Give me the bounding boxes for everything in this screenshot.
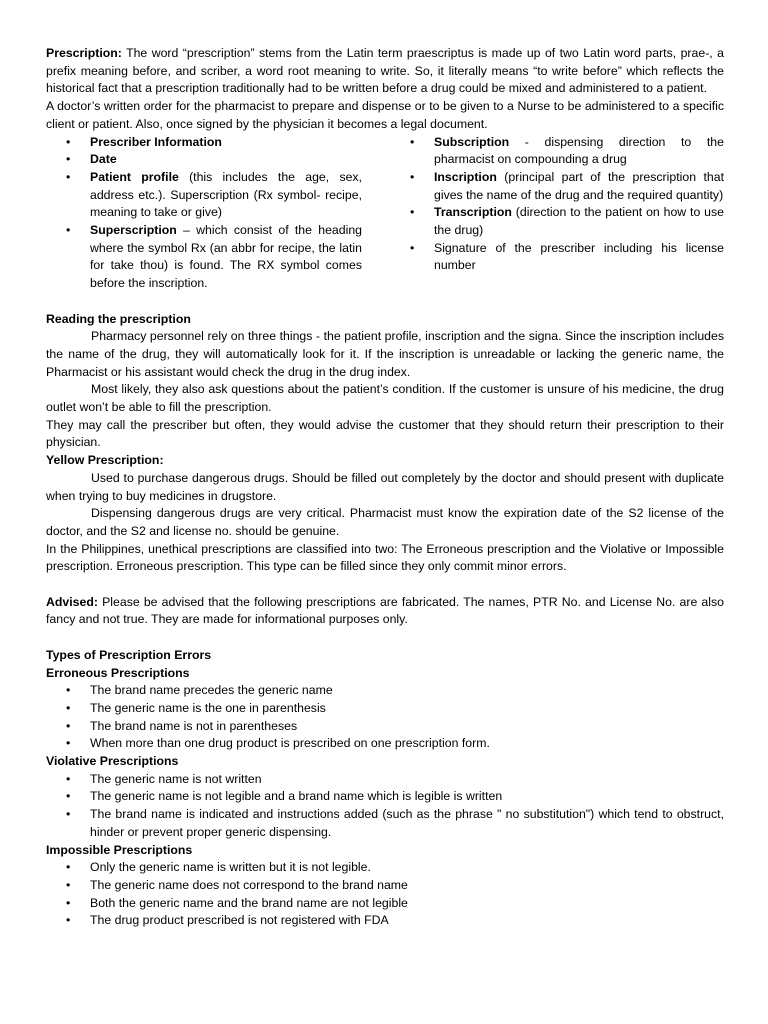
violative-list: [46, 771, 724, 842]
impossible-list: [46, 859, 724, 930]
yellow-heading: Yellow Prescription:: [46, 453, 164, 468]
reading-paragraph-1: Pharmacy personnel rely on three things - the patient profile, inscription and the signa. Since the inscription includes the name of the drug, they will automatically look for it. If the inscription is unreadable or lacking the generic name, the Pharmacist or his assistant would check the drug in the drug index.: [46, 329, 724, 379]
impossible-heading: Impossible Prescriptions: [46, 842, 193, 857]
list-item: [390, 240, 724, 275]
reading-paragraph-3: They may call the prescriber but often, they would advise the customer that they should return their prescription to their physician.: [46, 417, 724, 450]
list-item: • The generic name is not legible and a brand name which is legible is written: [46, 788, 724, 806]
item-term: Patient profile: [90, 169, 179, 184]
document-body: [46, 45, 724, 930]
intro-paragraph: [46, 45, 724, 98]
yellow-paragraph-1: Used to purchase dangerous drugs. Should be filled out completely by the doctor and should present with duplicate when trying to buy medicines in drugstore.: [46, 470, 724, 503]
spacer: [46, 293, 724, 311]
list-item: • Only the generic name is written but it is not legible.: [46, 859, 724, 877]
list-item: [390, 134, 724, 169]
list-item: [46, 222, 362, 293]
list-item: • The generic name does not correspond to the brand name: [46, 877, 724, 895]
item-text: – which consist of the heading where the symbol Rx (an abbr for recipe, the latin for take thou) is found. The RX symbol comes before the inscription.: [90, 223, 362, 291]
erroneous-list: [46, 682, 724, 753]
parts-list-right: [390, 134, 724, 293]
list-item: [46, 134, 362, 152]
item-text: Signature of the prescriber including his license number: [434, 240, 724, 273]
list-item: [46, 151, 362, 169]
item-text: (direction to the patient on how to use the drug): [434, 205, 724, 238]
item-term: Date: [90, 152, 117, 167]
violative-heading: Violative Prescriptions: [46, 754, 179, 769]
yellow-paragraph-2: Dispensing dangerous drugs are very critical. Pharmacist must know the expiration date of the S2 license of the doctor, and the S2 and license no. should be genuine.: [46, 506, 724, 538]
item-term: Prescriber Information: [90, 134, 222, 149]
advised-paragraph: [46, 594, 724, 629]
item-term: Superscription: [90, 223, 177, 238]
errors-heading: Types of Prescription Errors: [46, 647, 212, 662]
list-item: • The brand name is indicated and instructions added (such as the phrase " no substitution") which tend to obstruct, hinder or prevent proper generic dispensing.: [46, 806, 724, 841]
spacer: [46, 576, 724, 594]
item-text: - dispensing direction to the pharmacist on compounding a drug: [434, 134, 724, 167]
spacer: [46, 629, 724, 647]
item-term: Transcription: [434, 205, 512, 220]
list-item: [46, 169, 362, 222]
list-item: • The drug product prescribed is not registered with FDA: [46, 912, 724, 930]
list-item: [390, 204, 724, 239]
item-term: Inscription: [434, 169, 497, 184]
list-item: • The generic name is not written: [46, 771, 724, 789]
list-item: [390, 169, 724, 204]
erroneous-heading: Erroneous Prescriptions: [46, 665, 190, 680]
reading-paragraph-2: Most likely, they also ask questions about the patient’s condition. If the customer is unsure of his medicine, the drug outlet won’t be able to fill the prescription.: [46, 382, 724, 415]
item-text: (this includes the age, sex, address etc.). Superscription (Rx symbol- recipe, meaning to take or give): [90, 169, 362, 220]
prescription-term: Prescription:: [46, 46, 122, 60]
list-item: • When more than one drug product is prescribed on one prescription form.: [46, 735, 724, 753]
advised-term: Advised:: [46, 594, 98, 609]
advised-text: Please be advised that the following prescriptions are fabricated. The names, PTR No. and License No. are also fancy and not true. They are made for informational purposes only.: [46, 594, 724, 627]
list-item: • The brand name is not in parentheses: [46, 718, 724, 736]
list-item: • Both the generic name and the brand name are not legible: [46, 895, 724, 913]
prescription-parts: [46, 134, 724, 293]
item-term: Subscription: [434, 134, 510, 149]
reading-heading: Reading the prescription: [46, 311, 191, 326]
intro-text: The word “prescription” stems from the Latin term praescriptus is made up of two Latin word parts, prae-, a prefix meaning before, and scriber, a word root meaning to write. So, it literally means “to write before” which reflects the historical fact that a prescription traditionally had to be written before a drug could be mixed and administered to a patient.: [46, 46, 724, 96]
parts-list-left: [46, 134, 362, 293]
definition-paragraph: A doctor’s written order for the pharmacist to prepare and dispense or to be given to a Nurse to be administered to a specific client or patient. Also, once signed by the physician it becomes a legal document.: [46, 99, 724, 131]
yellow-paragraph-3: In the Philippines, unethical prescriptions are classified into two: The Erroneous prescription and the Violative or Impossible prescription. Erroneous prescription. This type can be filled since they only commit minor errors.: [46, 541, 724, 574]
list-item: • The generic name is the one in parenthesis: [46, 700, 724, 718]
item-text: (principal part of the prescription that gives the name of the drug and the required quantity): [434, 169, 724, 202]
list-item: • The brand name precedes the generic name: [46, 682, 724, 700]
